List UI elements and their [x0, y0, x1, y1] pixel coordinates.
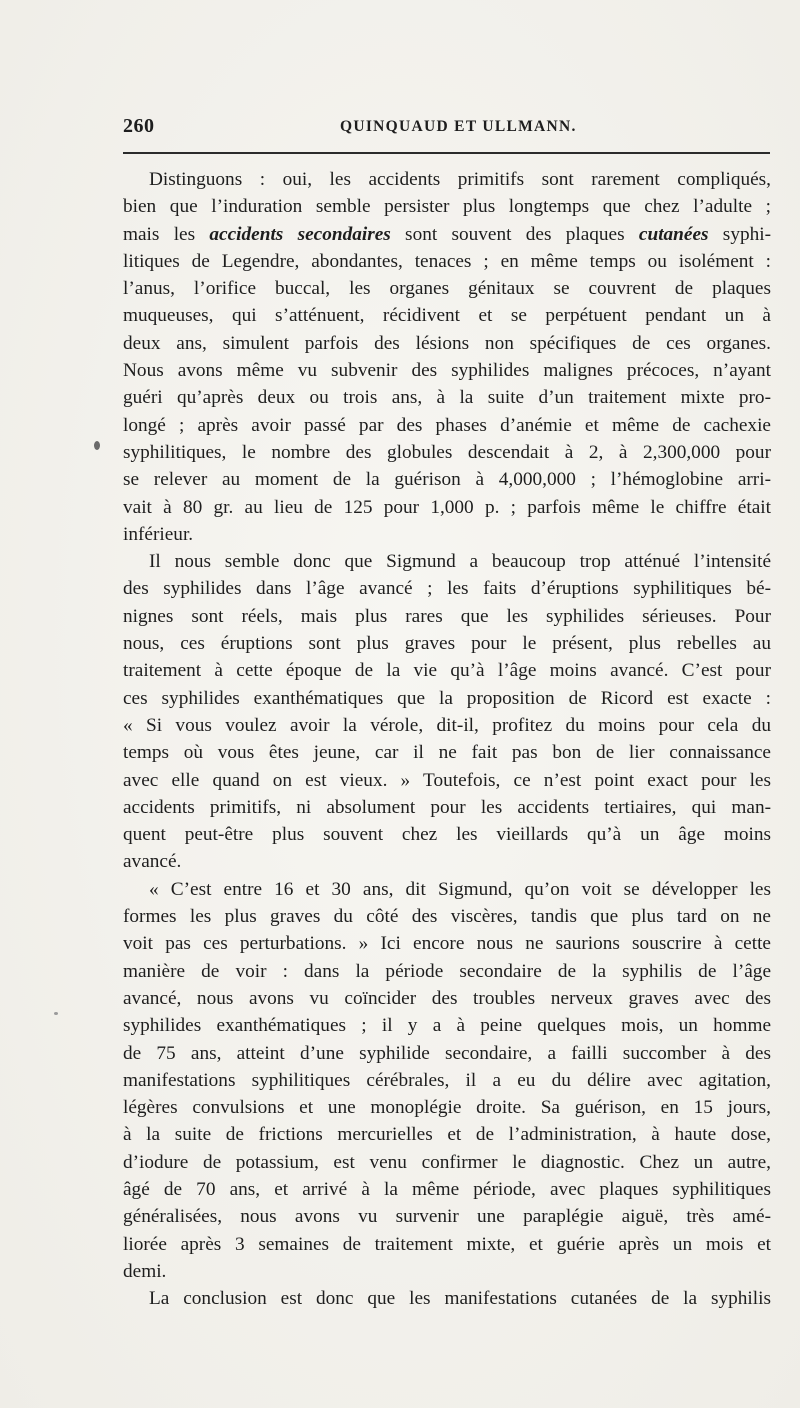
text-line — [123, 548, 771, 575]
header-rule — [123, 152, 770, 154]
ink-speck — [94, 441, 100, 450]
text-line — [123, 903, 771, 930]
text-line — [123, 357, 771, 384]
text-run: temps où vous êtes jeune, car il ne fait pas bon de lier connaissance — [123, 742, 771, 764]
paragraph — [123, 1285, 771, 1312]
paragraph — [123, 876, 771, 1285]
text-run: nous, ces éruptions sont plus graves pour le présent, plus rebelles au — [123, 633, 771, 655]
text-line — [123, 794, 771, 821]
text-line — [123, 1258, 771, 1285]
text-line — [123, 1149, 771, 1176]
text-run: mais les — [123, 223, 210, 245]
text-run: inférieur. — [123, 523, 194, 545]
text-line — [123, 930, 771, 957]
text-line — [123, 1094, 771, 1121]
text-line — [123, 439, 771, 466]
text-line — [123, 985, 771, 1012]
text-run: âgé de 70 ans, et arrivé à la même période, avec plaques syphilitiques — [123, 1178, 771, 1200]
text-run: généralisées, nous avons vu survenir une paraplégie aiguë, très amé- — [123, 1206, 771, 1228]
text-run: avancé. — [123, 851, 182, 873]
text-line — [123, 712, 771, 739]
text-run: vait à 80 gr. au lieu de 125 pour 1,000 p. ; parfois même le chiffre était — [123, 496, 771, 518]
text-run: La conclusion est donc que les manifestations cutanées de la syphilis — [149, 1288, 771, 1310]
text-run: longé ; après avoir passé par des phases d’anémie et même de cachexie — [123, 414, 771, 436]
text-line — [123, 1040, 771, 1067]
text-line — [123, 657, 771, 684]
text-line — [123, 193, 771, 220]
text-run: à la suite de frictions mercurielles et de l’administration, à haute dose, — [123, 1124, 771, 1146]
text-line — [123, 494, 771, 521]
text-run: légères convulsions et une monoplégie droite. Sa guérison, en 15 jours, — [123, 1097, 771, 1119]
paragraph — [123, 548, 771, 876]
body-text — [123, 166, 771, 1312]
page-header — [123, 115, 770, 143]
text-run: syphi- — [708, 223, 772, 245]
text-line — [123, 739, 771, 766]
text-line — [123, 1203, 771, 1230]
text-line — [123, 466, 771, 493]
text-line — [123, 603, 771, 630]
text-line — [123, 330, 771, 357]
text-line — [123, 248, 771, 275]
text-line — [123, 1121, 771, 1148]
running-title: QUINQUAUD ET ULLMANN. — [340, 118, 577, 135]
text-line — [123, 958, 771, 985]
text-line — [123, 275, 771, 302]
text-line — [123, 767, 771, 794]
text-run: d’iodure de potassium, est venu confirmer le diagnostic. Chez un autre, — [123, 1151, 771, 1173]
text-run: se relever au moment de la guérison à 4,000,000 ; l’hémoglobine arri- — [123, 469, 771, 491]
text-run: ces syphilides exanthématiques que la proposition de Ricord est exacte : — [123, 687, 771, 709]
text-run: voit pas ces perturbations. » Ici encore nous ne saurions souscrire à cette — [123, 933, 771, 955]
text-line — [123, 848, 771, 875]
text-run: litiques de Legendre, abondantes, tenaces ; en même temps ou isolément : — [123, 250, 771, 272]
text-run: des syphilides dans l’âge avancé ; les faits d’éruptions syphilitiques bé- — [123, 578, 771, 600]
text-run: quent peut-être plus souvent chez les vieillards qu’à un âge moins — [123, 824, 771, 846]
text-line — [123, 685, 771, 712]
text-line — [123, 1012, 771, 1039]
paragraph — [123, 166, 771, 548]
text-line — [123, 1176, 771, 1203]
ink-speck — [54, 1012, 58, 1015]
text-run: de 75 ans, atteint d’une syphilide secondaire, a failli succomber à des — [123, 1042, 771, 1064]
text-run: deux ans, simulent parfois des lésions non spécifiques de ces organes. — [123, 332, 771, 354]
text-line — [123, 630, 771, 657]
text-run: « Si vous voulez avoir la vérole, dit-il, profitez du moins pour cela du — [123, 714, 771, 736]
text-run: « C’est entre 16 et 30 ans, dit Sigmund, qu’on voit se développer les — [149, 878, 771, 900]
text-run: Distinguons : oui, les accidents primitifs sont rarement compliqués, — [149, 169, 771, 190]
text-run: avec elle quand on est vieux. » Toutefois, ce n’est point exact pour les — [123, 769, 771, 791]
text-run: demi. — [123, 1260, 167, 1282]
text-run: traitement à cette époque de la vie qu’à l’âge moins avancé. C’est pour — [123, 660, 771, 682]
text-run: liorée après 3 semaines de traitement mixte, et guérie après un mois et — [123, 1233, 771, 1255]
text-line — [123, 1285, 771, 1312]
text-run: manifestations syphilitiques cérébrales, il a eu du délire avec agitation, — [123, 1069, 771, 1091]
text-line — [123, 166, 771, 193]
text-line — [123, 221, 771, 248]
text-run: nignes sont réels, mais plus rares que les syphilides sérieuses. Pour — [123, 605, 771, 627]
text-run: manière de voir : dans la période secondaire de la syphilis de l’âge — [123, 960, 771, 982]
text-line — [123, 876, 771, 903]
text-run: sont souvent des plaques — [390, 223, 639, 245]
text-run: formes les plus graves du côté des viscères, tandis que plus tard on ne — [123, 906, 771, 928]
text-run: muqueuses, qui s’atténuent, récidivent et se perpétuent pendant un à — [123, 305, 771, 327]
text-line — [123, 302, 771, 329]
text-run: avancé, nous avons vu coïncider des troubles nerveux graves avec des — [123, 987, 771, 1009]
text-line — [123, 575, 771, 602]
text-run: syphilitiques, le nombre des globules descendait à 2, à 2,300,000 pour — [123, 441, 771, 463]
emphasized-text: accidents secondaires — [209, 223, 391, 245]
text-line — [123, 1067, 771, 1094]
page-number: 260 — [123, 115, 155, 137]
text-run: accidents primitifs, ni absolument pour les accidents tertiaires, qui man- — [123, 796, 771, 818]
text-run: Il nous semble donc que Sigmund a beaucoup trop atténué l’intensité — [149, 551, 771, 573]
text-line — [123, 1231, 771, 1258]
text-line — [123, 384, 771, 411]
emphasized-text: cutanées — [638, 223, 709, 245]
text-run: Nous avons même vu subvenir des syphilides malignes précoces, n’ayant — [123, 360, 771, 382]
text-line — [123, 412, 771, 439]
text-run: syphilides exanthématiques ; il y a à peine quelques mois, un homme — [123, 1015, 771, 1037]
text-run: bien que l’induration semble persister plus longtemps que chez l’adulte ; — [123, 196, 771, 218]
text-run: guéri qu’après deux ou trois ans, à la suite d’un traitement mixte pro- — [123, 387, 771, 409]
text-line — [123, 821, 771, 848]
text-line — [123, 521, 771, 548]
text-run: l’anus, l’orifice buccal, les organes génitaux se couvrent de plaques — [123, 278, 771, 300]
